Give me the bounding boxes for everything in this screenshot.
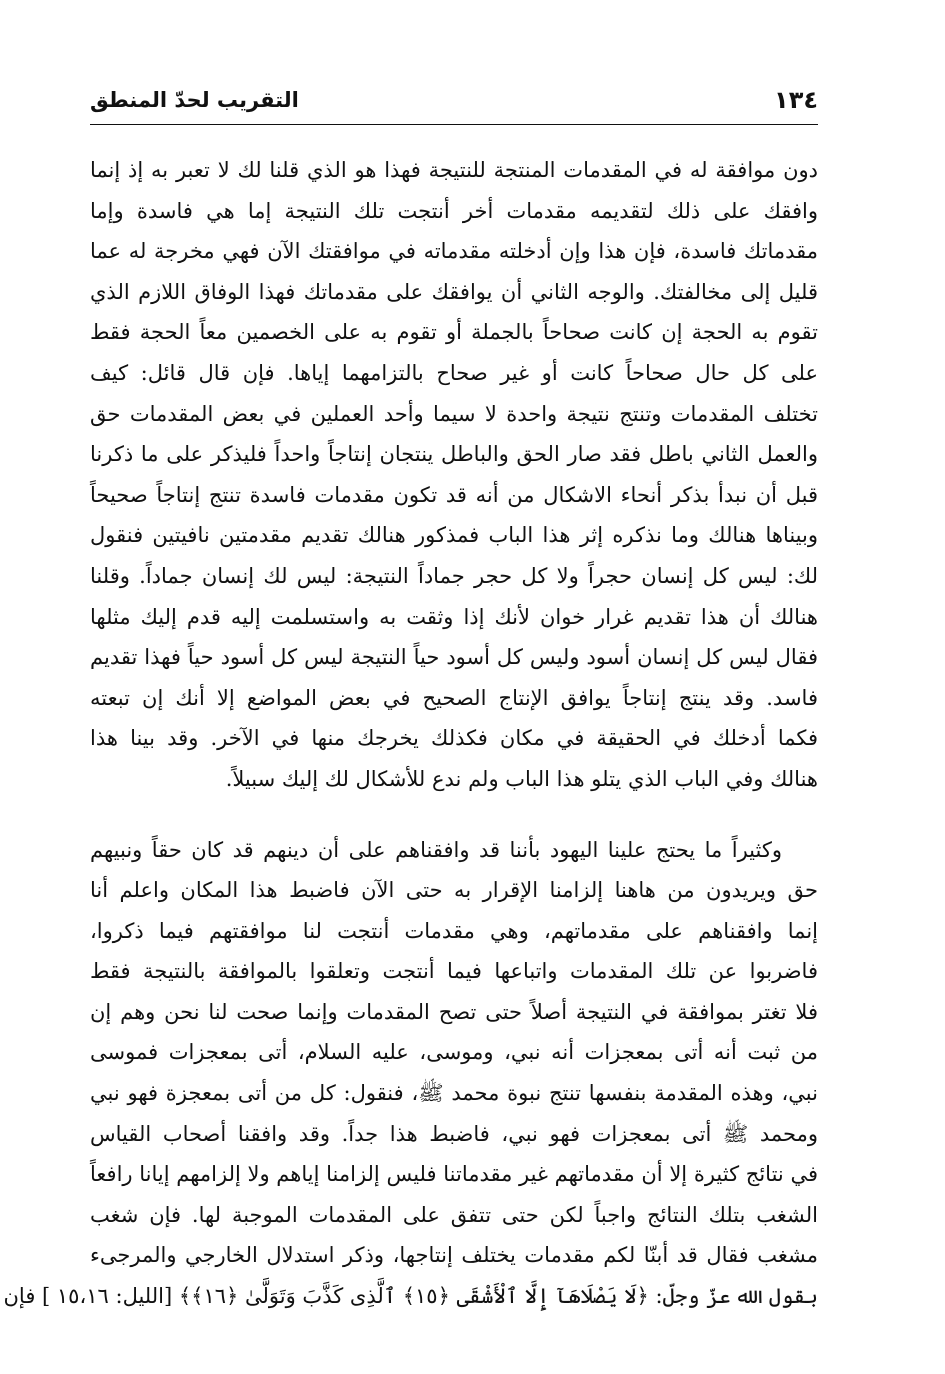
text-line: قليل إلى مخالفتك. والوجه الثاني أن يوافقك على مقدماتك فهذا الوفاق اللازم الذي: [90, 279, 818, 304]
text-line: وكثيراً ما يحتج علينا اليهود بأننا قد وافقناهم على أن دينهم قد كان حقاً ونبيهم: [90, 837, 782, 862]
text-line: على كل حال صحاحاً كانت أو غير صحاح بالتزامهما إياها. فإن قال قائل: كيف: [90, 360, 818, 385]
text-line: تختلف المقدمات وتنتج نتيجة واحدة لا سيما وأحد العملين في بعض المقدمات حق: [90, 401, 818, 426]
body-text: [3, 150, 818, 1317]
paragraph-1: [90, 150, 818, 800]
paragraph-2: [3, 830, 818, 1317]
text-line: هنالك وفي الباب الذي يتلو هذا الباب ولم ندع للأشكال لك إليك سبيلاً.: [225, 766, 818, 791]
text-line: مقدماتك فاسدة، فإن هذا وإن أدخلته مقدماته في موافقتك الآن فهي مخرجة له عما: [90, 239, 818, 264]
text-line: في نتائج كثيرة إلا أن مقدماتهم غير مقدماتنا فليس إلزامنا إياهم ولا إلزامهم إيانا رافعاً: [90, 1162, 818, 1187]
paragraph-gap: [90, 800, 818, 830]
page-number: ١٣٤: [774, 86, 818, 114]
text-line: هنالك أن هذا تقديم غرار خوان لأنك إذا وثقت به واستسلمت إليه قدم إليك مثلها: [90, 604, 818, 629]
text-line: فاضربوا عن تلك المقدمات واتباعها فيما أنتجت وتعلقوا بالموافقة بالنتيجة فقط: [90, 959, 818, 984]
text-line: وافقك على ذلك لتقديمه مقدمات أخر أنتجت تلك النتيجة إما هي فاسدة وإما: [90, 198, 818, 223]
text-line: حق ويريدون من هاهنا إلزامنا الإقرار به حتى الآن فاضبط هذا المكان واعلم أنا: [90, 878, 818, 903]
text-line: إنما وافقناهم على مقدماتهم، وهي مقدمات أنتجت لنا موافقتهم فيما ذكروا،: [90, 918, 818, 943]
text-line: وبيناها هنالك وما نذكره إثر هذا الباب فمذكور هنالك تقديم مقدمتين نافيتين فنقول: [90, 523, 818, 548]
header-title: التقريب لحدّ المنطق: [90, 88, 299, 112]
text-line: تقوم به الحجة إن كانت صحاحاً بالجملة أو تقوم به على الخصمين معاً الحجة فقط: [90, 320, 818, 345]
text-line: والعمل الثاني باطل فقد صار الحق والباطل ينتجان إنتاجاً واحداً فليذكر على ما ذكرنا: [90, 442, 818, 467]
text-line: مشغب فقال قد أبنّا لكم مقدمات يختلف إنتاجها، وذكر استدلال الخارجي والمرجىء: [90, 1243, 818, 1268]
text-line: فاسد. وقد ينتج إنتاجاً يوافق الإنتاج الصحيح في بعض المواضع إلا أنك إن تبعته: [90, 685, 818, 710]
text-line: نبي، وهذه المقدمة بنفسها تنتج نبوة محمد ﷺ، فنقول: كل من أتى بمعجزة فهو نبي: [90, 1081, 818, 1106]
text-line: ومحمد ﷺ أتى بمعجزات فهو نبي، فاضبط هذا جداً. وقد وافقنا أصحاب القياس: [90, 1121, 818, 1146]
text-line: بقول الله عزّ وجلّ: ﴿لَا يَصْلَاهَآ إِلَّا ٱلْأَشْقَى ﴿١٥﴾ ٱلَّذِى كَذَّبَ وَتَوَلَّىٰ ﴿١٦﴾﴾ [الليل: ١٥،١٦ ] فإن: [3, 1284, 818, 1309]
text-line: لك: ليس كل إنسان حجراً ولا كل حجر جماداً النتيجة: ليس لك إنسان جماداً. وقلنا: [90, 563, 818, 588]
text-line: دون موافقة له في المقدمات المنتجة للنتيجة فهذا هو الذي قلنا لك لا تعبر به إذ إنما: [90, 158, 818, 182]
text-line: من ثبت أنه أتى بمعجزات أنه نبي، وموسى، عليه السلام، أتى بمعجزات فموسى: [90, 1040, 818, 1065]
text-line: قبل أن نبدأ بذكر أنحاء الاشكال من أنه قد تكون مقدمات فاسدة تنتج إنتاجاً صحيحاً: [90, 482, 818, 507]
text-line: فقال ليس كل إنسان أسود وليس كل أسود حياً النتيجة ليس كل أسود حياً فهذا تقديم: [90, 645, 818, 670]
text-line: فلا تغتر بموافقة في النتيجة أصلاً حتى تصح المقدمات وإنما صحت لنا نحن وهم إن: [90, 999, 818, 1024]
text-line: الشغب بتلك النتائج واجباً لكن حتى تتفق على المقدمات الموجبة لها. فإن شغب: [90, 1202, 818, 1227]
text-line: فكما أدخلك في الحقيقة في مكان فكذلك يخرجك منها في الآخر. وقد بينا هذا: [90, 726, 818, 751]
header-rule: [90, 124, 818, 125]
running-head: [90, 86, 818, 122]
